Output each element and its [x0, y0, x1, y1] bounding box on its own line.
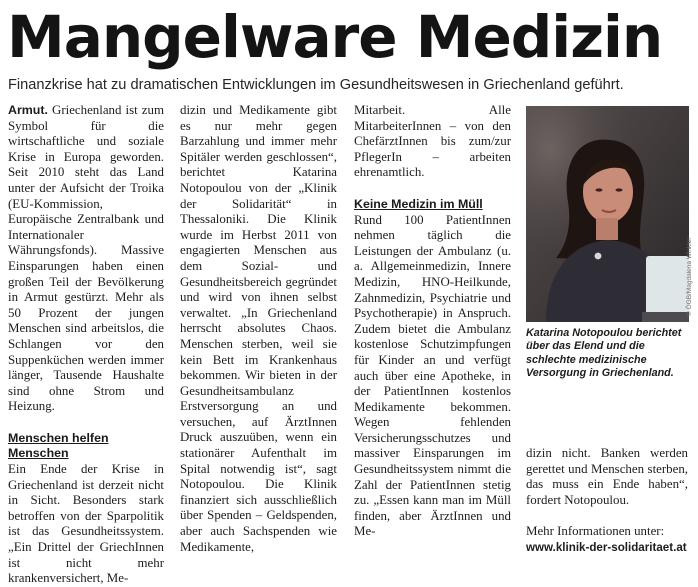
section-heading: Menschen helfen Menschen: [8, 430, 109, 461]
paragraph: Ein Ende der Krise in Griechenland ist derzeit nicht in Sicht. Besonders stark betroffen von der Sparpolitik ist das Gesundheitssystem. „Ein Drittel der GriechInnen ist nicht mehr krankenversichert, Me-: [8, 462, 164, 586]
paragraph: dizin nicht. Banken werden gerettet und Menschen sterben, das muss ein Ende haben“, fordert Notopoulou.: [526, 446, 688, 507]
website-link[interactable]: www.klinik-der-solidaritaet.at: [526, 540, 687, 554]
photo-caption: [526, 327, 689, 381]
article-column-3: [354, 103, 511, 540]
paragraph: [8, 103, 164, 415]
headline: Mangelware Medizin: [7, 3, 663, 71]
section-heading: Keine Medizin im Müll: [354, 196, 483, 211]
paragraph: Rund 100 PatientInnen nehmen täglich die Leistungen der Ambulanz (u. a. Allgemeinmedizin, Innere Medizin, HNO-Heilkunde, Zahnmedizin, Psychiatrie und Psychotherapie) in Anspruch. Zudem bietet die Ambulanz kostenlose Schutzimpfungen für Kinder an und verfügt auch über eine Apotheke, in der PatientInnen kostenlos Medikamente bekommen. Wegen fehlenden Versicherungsschutzes und massiver Einsparungen im Gesundheitssystem nimmt die Zahl der PatientInnen stetig zu. „Essen kann man im Müll finden, aber ÄrztInnen und Me-: [354, 212, 511, 539]
paragraph: Mitarbeit. Alle MitarbeiterInnen – von den ChefärztInnen bis zum/zur PflegerIn – arbeiten ehrenamtlich.: [354, 103, 511, 180]
photo: [526, 106, 689, 322]
paragraph-spacer: [8, 415, 164, 431]
article-column-1: [8, 103, 164, 587]
article-column-4: [526, 446, 688, 556]
caption-text: Katarina Notopoulou berichtet über das Elend und die schlechte medizinische Versorgung in Griechenland.: [526, 327, 682, 380]
article-column-2: [180, 103, 337, 555]
paragraph: dizin und Medikamente gibt es nur mehr gegen Barzahlung und immer mehr Spitäler werden geschlossen“, berichtet Katarina Notopoulou von der „Klinik der Solidarität“ in Thessaloniki. Die Klinik wurde im Herbst 2011 von engagierten Menschen aus dem Sozial- und Gesundheitsbereich gegründet und wird von ihnen selbst verwaltet. „In Griechenland herrscht absolutes Chaos. Menschen sterben, weil sie kein Bett im Krankenhaus bekommen. Wir bieten in der Gesundheitsambulanz Erstversorgung an und versuchen, auf ÄrztInnen Druck auszuüben, wenn ein stationärer Aufenthalt im Spital notwendig ist“, sagt Notopoulou. Die Klinik finanziert sich ausschließlich über Spenden – Geldspenden, aber auch Sachspenden wie Medikamente,: [180, 103, 337, 554]
intro-text: Griechenland ist zum Symbol für die wirtschaftliche und soziale Krise in Europa geworden. Seit 2010 steht das Land unter der Aufsicht der Troika (EU-Kommission, Europäische Zentralbank und Internationaler Währungsfonds). Massive Einsparungen haben einen großen Teil der Bevölkerung in Armut gestürzt. Mehr als 50 Prozent der jungen Menschen sind arbeitslos, die Schlangen vor den Suppenküchen werden immer länger, Tausende Haushalte sind ohne Strom und Heizung.: [8, 103, 164, 414]
paragraph-spacer: [526, 508, 688, 524]
lead-word: Armut.: [8, 103, 48, 117]
photo-credit: © ÖGB/Magdalena Winkler: [686, 237, 693, 316]
subheadline: Finanzkrise hat zu dramatischen Entwicklungen im Gesundheitswesen in Griechenland geführt.: [8, 77, 624, 93]
paragraph-spacer: [354, 181, 511, 197]
more-info-label: Mehr Informationen unter:: [526, 524, 665, 539]
portrait-illustration: [526, 106, 689, 322]
